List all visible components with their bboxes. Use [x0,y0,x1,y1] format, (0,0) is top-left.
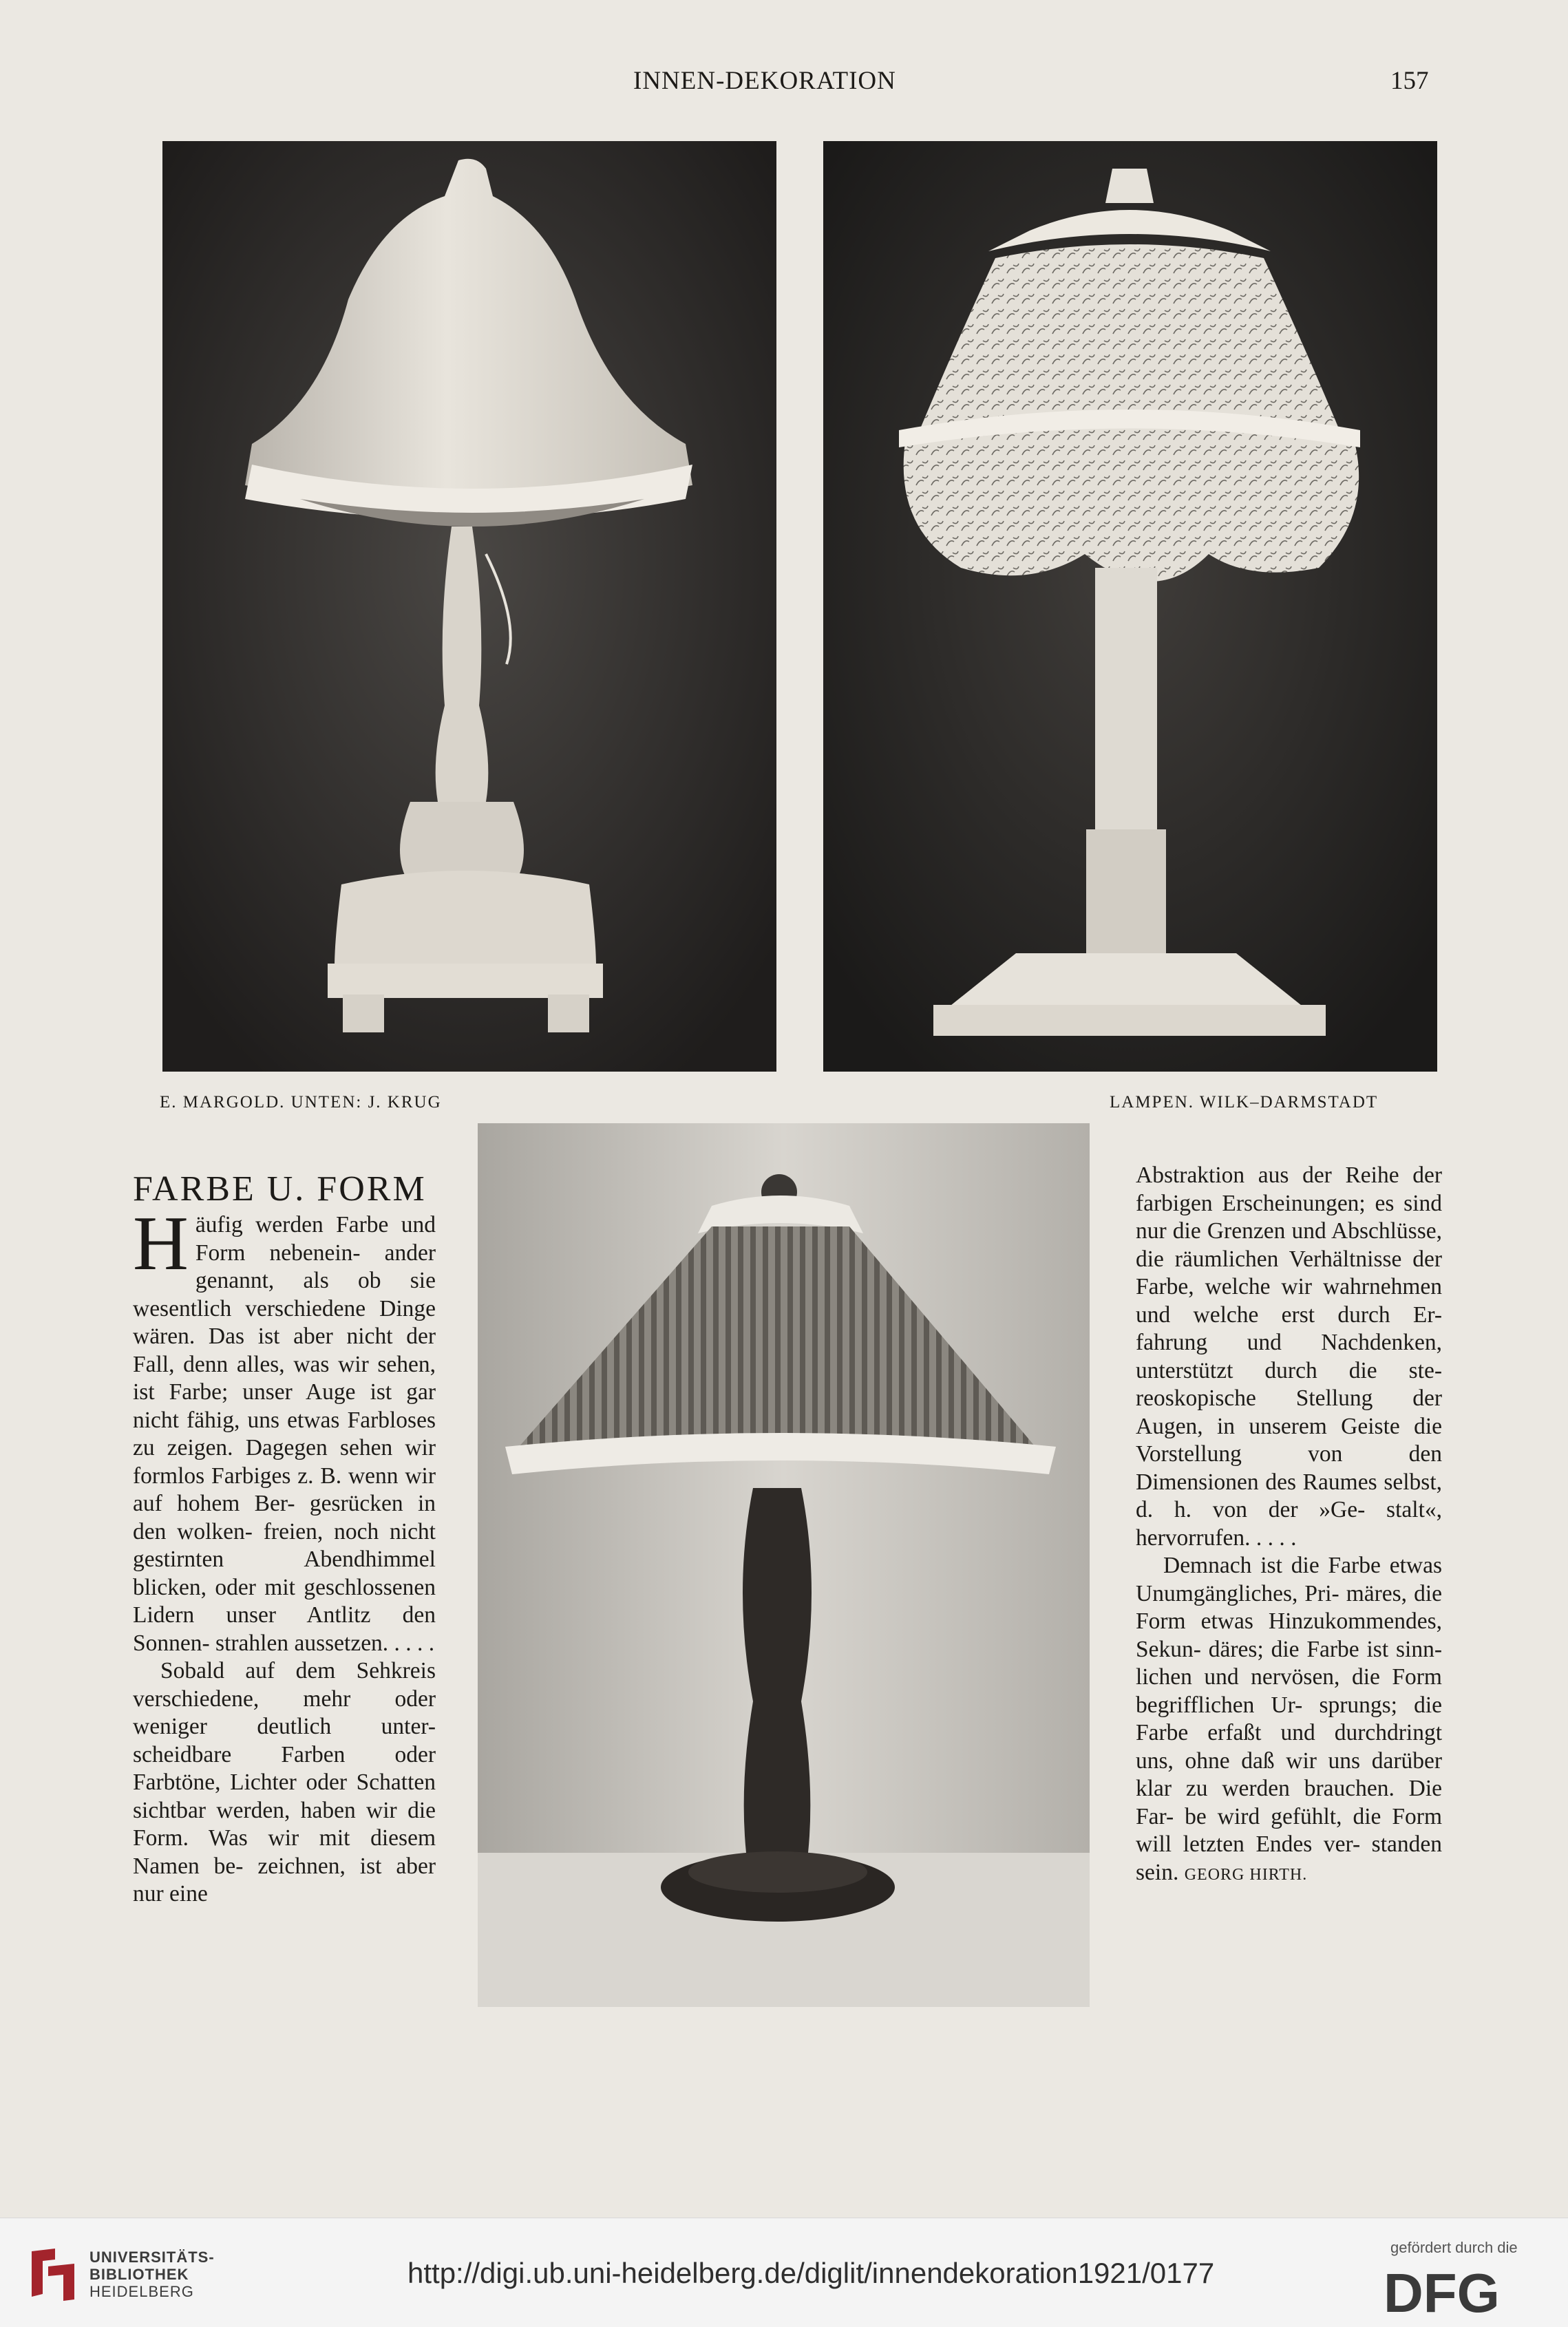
running-head [0,66,1568,107]
article-text-right-2: Demnach ist die Farbe etwas Unumgängliches, Pri- märes, die Form etwas Hinzukommendes, Sekun- däres; die Farbe ist sinn- lichen und nervösen, die Form begrifflichen Ur- sprungs; die Farbe erfaßt und durchdringt uns, ohne daß wir uns darüber klar zu werden brauchen. Die Far- be wird gefühlt, die Form will letzten Endes ver- standen sein. GEORG HIRTH. [1136,1553,1443,1885]
dfg-logo-icon [1384,2266,1542,2317]
dropcap: H [133,1201,189,1286]
caption-right: LAMPEN. WILK–DARMSTADT [1110,1093,1379,1112]
svg-text:DFG: DFG [1384,2266,1500,2317]
author-signature: GEORG HIRTH. [1184,1865,1308,1884]
university-library-logo-icon [28,2246,78,2302]
article-title: FARBE U. FORM [133,1169,427,1209]
running-title: INNEN-DEKORATION [633,67,896,95]
digitization-footer [0,2218,1568,2327]
sponsor-text: gefördert durch die [1390,2239,1518,2256]
source-url-link[interactable]: http://digi.ub.uni-heidelberg.de/diglit/innendekoration1921/0177 [407,2257,1215,2289]
lamp-photo-right [823,141,1437,1072]
lamp-photo-bottom [478,1123,1090,2007]
article-text-left-2: Sobald auf dem Sehkreis verschiedene, mehr oder weniger deutlich unter- scheidbare Farben oder Farbtöne, Lichter oder Schatten sichtbar werden, haben wir die Form. Was wir mit diesem Namen be- zeichnen, ist aber nur eine [133,1658,436,1906]
caption-left: E. MARGOLD. UNTEN: J. KRUG [160,1093,442,1112]
article-text-right: Abstraktion aus der Reihe der farbigen Erscheinungen; es sind nur die Grenzen und Abschlüsse, die räumlichen Verhältnisse der Farbe, welche wir wahrnehmen und welche erst durch Er- fahrung und Nachdenken, unterstützt durch die ste- reoskopische Stellung der Augen, in unserem Geiste die Vorstellung von den Dimensionen des Raumes selbst, d. h. von der »Ge- stalt«, hervorrufen. . . . . [1136,1162,1443,1551]
article-text-left: äufig werden Farbe und Form nebenein- ander genannt, als ob sie wesentlich verschiedene Dinge wären. Das ist aber nicht der Fall, denn alles, was wir sehen, ist Farbe; unser Auge ist gar nicht fähig, uns etwas Farbloses zu zeigen. Dagegen sehen wir formlos Farbiges z. B. wenn wir auf hohem Ber- gesrücken in den wolken- freien, noch nicht gestirnten Abendhimmel blicken, oder mit geschlossenen Lidern unser Antlitz den Sonnen- strahlen aussetzen. . . . . [133,1212,436,1656]
page-number: 157 [1390,67,1429,95]
article-column-left [133,1201,436,1909]
lamp-photo-left [162,141,776,1072]
article-column-right [1136,1162,1442,1889]
library-name: UNIVERSITÄTS- BIBLIOTHEK HEIDELBERG [89,2249,215,2300]
